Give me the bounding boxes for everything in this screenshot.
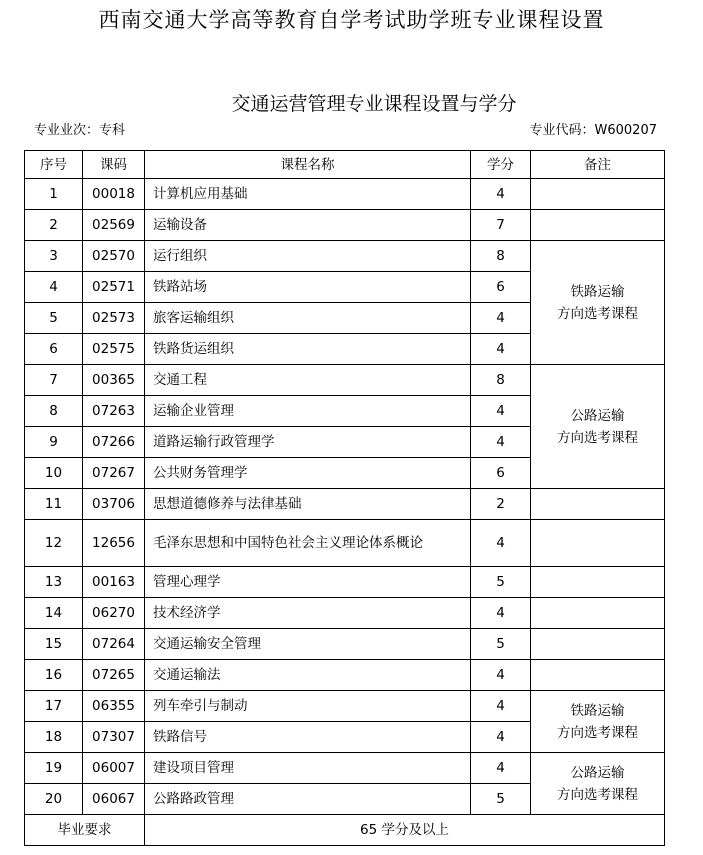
row-code: 02575 bbox=[83, 334, 145, 365]
row-code: 06355 bbox=[83, 691, 145, 722]
row-course-name: 旅客运输组织 bbox=[145, 303, 471, 334]
row-course-name: 技术经济学 bbox=[145, 598, 471, 629]
row-no: 14 bbox=[25, 598, 83, 629]
row-no: 10 bbox=[25, 458, 83, 489]
note-road-line2: 方向选考课程 bbox=[557, 429, 638, 446]
row-note-empty bbox=[531, 520, 665, 567]
note-rail-line1: 铁路运输 bbox=[570, 283, 625, 300]
row-credit: 8 bbox=[471, 365, 531, 396]
row-no: 3 bbox=[25, 241, 83, 272]
row-course-name: 交通工程 bbox=[145, 365, 471, 396]
header-name: 课程名称 bbox=[145, 151, 471, 179]
row-code: 02573 bbox=[83, 303, 145, 334]
row-code: 02569 bbox=[83, 210, 145, 241]
header-no: 序号 bbox=[25, 151, 83, 179]
page-title: 西南交通大学高等教育自学考试助学班专业课程设置 bbox=[98, 8, 605, 32]
row-no: 9 bbox=[25, 427, 83, 458]
row-course-name: 公共财务管理学 bbox=[145, 458, 471, 489]
row-note-empty bbox=[531, 179, 665, 210]
row-credit: 4 bbox=[471, 598, 531, 629]
row-no: 6 bbox=[25, 334, 83, 365]
row-course-name: 交通运输法 bbox=[145, 660, 471, 691]
row-credit: 7 bbox=[471, 210, 531, 241]
row-no: 7 bbox=[25, 365, 83, 396]
note-rail-line2: 方向选考课程 bbox=[557, 724, 638, 741]
row-course-name: 列车牵引与制动 bbox=[145, 691, 471, 722]
row-note-empty bbox=[531, 489, 665, 520]
row-credit: 4 bbox=[471, 427, 531, 458]
row-credit: 5 bbox=[471, 784, 531, 815]
row-code: 06007 bbox=[83, 753, 145, 784]
table-row bbox=[25, 520, 665, 567]
row-code: 07263 bbox=[83, 396, 145, 427]
note-rail-line1: 铁路运输 bbox=[570, 702, 625, 719]
note-road-line1: 公路运输 bbox=[570, 407, 625, 424]
table-title: 交通运营管理专业课程设置与学分 bbox=[231, 93, 517, 115]
table-row bbox=[25, 489, 665, 520]
table-row bbox=[25, 365, 665, 396]
row-credit: 4 bbox=[471, 520, 531, 567]
row-no: 1 bbox=[25, 179, 83, 210]
row-no: 17 bbox=[25, 691, 83, 722]
row-course-name: 铁路货运组织 bbox=[145, 334, 471, 365]
row-credit: 4 bbox=[471, 334, 531, 365]
row-course-name: 管理心理学 bbox=[145, 567, 471, 598]
row-course-name: 运行组织 bbox=[145, 241, 471, 272]
row-credit: 4 bbox=[471, 691, 531, 722]
row-note-empty bbox=[531, 629, 665, 660]
table-row bbox=[25, 179, 665, 210]
row-code: 06270 bbox=[83, 598, 145, 629]
course-table bbox=[24, 150, 665, 846]
header-code: 课码 bbox=[83, 151, 145, 179]
row-code: 07307 bbox=[83, 722, 145, 753]
note-rail-elective bbox=[531, 241, 665, 365]
row-course-name: 思想道德修养与法律基础 bbox=[145, 489, 471, 520]
row-credit: 5 bbox=[471, 629, 531, 660]
row-code: 02570 bbox=[83, 241, 145, 272]
note-road-elective-2 bbox=[531, 753, 665, 815]
row-course-name: 交通运输安全管理 bbox=[145, 629, 471, 660]
row-credit: 4 bbox=[471, 303, 531, 334]
row-no: 13 bbox=[25, 567, 83, 598]
row-code: 07265 bbox=[83, 660, 145, 691]
row-credit: 4 bbox=[471, 660, 531, 691]
table-row bbox=[25, 210, 665, 241]
row-credit: 4 bbox=[471, 753, 531, 784]
row-course-name: 道路运输行政管理学 bbox=[145, 427, 471, 458]
table-row bbox=[25, 241, 665, 272]
row-code: 12656 bbox=[83, 520, 145, 567]
row-no: 20 bbox=[25, 784, 83, 815]
note-rail-elective-2 bbox=[531, 691, 665, 753]
row-note-empty bbox=[531, 660, 665, 691]
row-credit: 8 bbox=[471, 241, 531, 272]
graduation-requirement-row bbox=[25, 815, 665, 846]
row-code: 02571 bbox=[83, 272, 145, 303]
row-no: 4 bbox=[25, 272, 83, 303]
row-no: 8 bbox=[25, 396, 83, 427]
table-header-row bbox=[25, 151, 665, 179]
row-course-name: 铁路站场 bbox=[145, 272, 471, 303]
graduation-value: 65 学分及以上 bbox=[145, 815, 665, 846]
row-note-empty bbox=[531, 598, 665, 629]
row-no: 18 bbox=[25, 722, 83, 753]
row-note-empty bbox=[531, 567, 665, 598]
table-row bbox=[25, 567, 665, 598]
row-code: 06067 bbox=[83, 784, 145, 815]
row-no: 2 bbox=[25, 210, 83, 241]
header-note: 备注 bbox=[531, 151, 665, 179]
row-no: 11 bbox=[25, 489, 83, 520]
header-credit: 学分 bbox=[471, 151, 531, 179]
table-row bbox=[25, 598, 665, 629]
row-credit: 4 bbox=[471, 722, 531, 753]
table-row bbox=[25, 629, 665, 660]
row-credit: 4 bbox=[471, 179, 531, 210]
row-course-name: 公路路政管理 bbox=[145, 784, 471, 815]
row-course-name: 运输设备 bbox=[145, 210, 471, 241]
note-road-line2: 方向选考课程 bbox=[557, 786, 638, 803]
row-no: 15 bbox=[25, 629, 83, 660]
graduation-label: 毕业要求 bbox=[25, 815, 145, 846]
row-code: 03706 bbox=[83, 489, 145, 520]
row-code: 07266 bbox=[83, 427, 145, 458]
row-credit: 2 bbox=[471, 489, 531, 520]
row-code: 00163 bbox=[83, 567, 145, 598]
row-credit: 4 bbox=[471, 396, 531, 427]
row-course-name: 建设项目管理 bbox=[145, 753, 471, 784]
row-note-empty bbox=[531, 210, 665, 241]
note-road-line1: 公路运输 bbox=[570, 764, 625, 781]
row-course-name: 计算机应用基础 bbox=[145, 179, 471, 210]
row-code: 00018 bbox=[83, 179, 145, 210]
level-label: 专业业次：专科 bbox=[34, 123, 126, 138]
major-code-label: 专业代码：W600207 bbox=[529, 123, 657, 138]
row-code: 07264 bbox=[83, 629, 145, 660]
row-no: 16 bbox=[25, 660, 83, 691]
row-no: 12 bbox=[25, 520, 83, 567]
row-course-name: 铁路信号 bbox=[145, 722, 471, 753]
row-no: 5 bbox=[25, 303, 83, 334]
row-credit: 6 bbox=[471, 272, 531, 303]
row-credit: 6 bbox=[471, 458, 531, 489]
row-no: 19 bbox=[25, 753, 83, 784]
table-row bbox=[25, 753, 665, 784]
table-row bbox=[25, 660, 665, 691]
row-course-name: 毛泽东思想和中国特色社会主义理论体系概论 bbox=[145, 520, 471, 567]
note-rail-line2: 方向选考课程 bbox=[557, 305, 638, 322]
note-road-elective bbox=[531, 365, 665, 489]
row-credit: 5 bbox=[471, 567, 531, 598]
table-row bbox=[25, 691, 665, 722]
row-course-name: 运输企业管理 bbox=[145, 396, 471, 427]
row-code: 07267 bbox=[83, 458, 145, 489]
row-code: 00365 bbox=[83, 365, 145, 396]
